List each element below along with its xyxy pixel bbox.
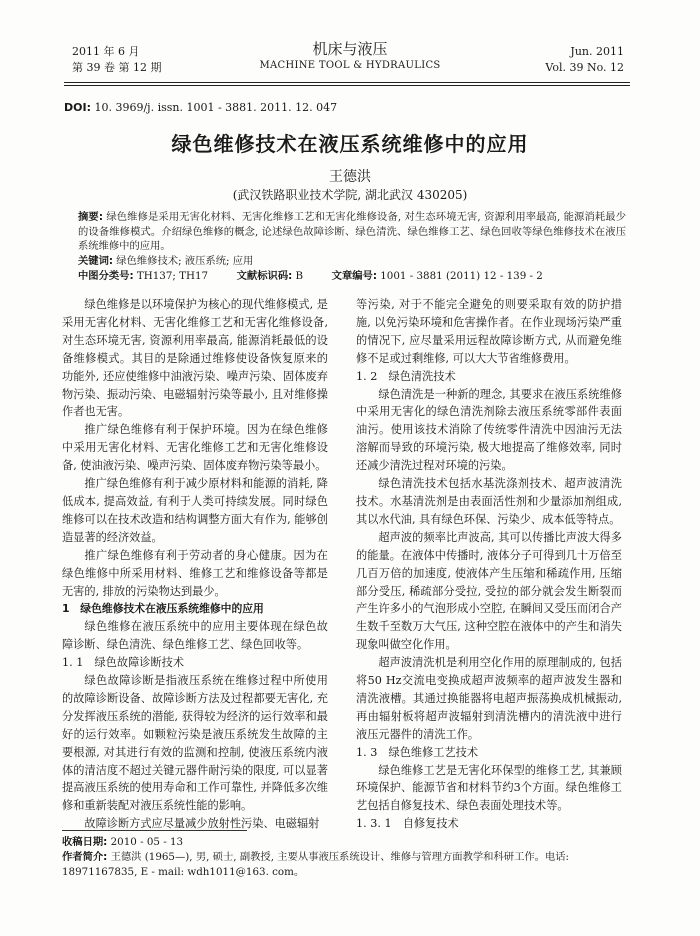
header-right <box>545 44 624 76</box>
article-number-value: 1001 - 3881 (2011) 12 - 139 - 2 <box>376 270 543 282</box>
author-name: 王德洪 <box>329 169 371 185</box>
clc-value: TH137; TH17 <box>133 270 209 282</box>
section-1-3-paragraph: 绿色维修工艺是无害化环保型的维修工艺, 其兼顾环境保护、能源节省和材料节约3个方面。绿色维修工艺包括自修复技术、绿色表面处理技术等。 <box>356 763 622 813</box>
footnote-rule <box>62 830 247 831</box>
volume-en: Vol. 39 No. 12 <box>545 61 624 74</box>
intro-paragraph: 绿色维修是以环境保护为核心的现代维修模式, 是采用无害化材料、无害化维修工艺和无害化维修设备, 对生态环境无害, 资源利用率最高, 能源消耗最低的设备维修模式。其目的是除通过维修使设备恢复原来的功能外, 还应使维修中油液污染、噪声污染、固体废弃物污染、振动污染、电磁辐射污染等最小, 且对维修操作者也无害。 <box>62 298 328 419</box>
keywords-text: 绿色维修技术; 液压系统; 应用 <box>113 255 254 267</box>
section-1-2-paragraph: 绿色清洗是一种新的理念, 其要求在液压系统维修中采用无害化的绿色清洗剂除去液压系统零部件表面油污。使用该技术消除了传统零件清洗中因油污无法溶解而导致的环境污染, 极大地提高了维修效率, 同时还减少清洗过程对环境的污染。 <box>356 387 622 473</box>
header-rule-thin <box>64 85 630 86</box>
volume-cn: 第 39 卷 第 12 期 <box>72 61 162 74</box>
doi-value: 10. 3969/j. issn. 1001 - 3881. 2011. 12. 047 <box>90 101 338 114</box>
bio-label: 作者简介: <box>62 851 108 863</box>
classification-line <box>78 269 626 283</box>
body-left-column <box>62 296 328 833</box>
abstract <box>78 210 626 254</box>
journal-name-cn: 机床与液压 <box>312 40 388 58</box>
received-value: 2010 - 05 - 13 <box>107 836 184 848</box>
bio-value: 王德洪 (1965—), 男, 硕士, 副教授, 主要从事液压系统设计、维修与管理方面教学和科研工作。电话: 18971167835, E - mail: wdh1011@163. com。 <box>62 851 570 878</box>
received-label: 收稿日期: <box>62 836 108 848</box>
author-affiliation: (武汉铁路职业技术学院, 湖北武汉 430205) <box>232 188 468 202</box>
section-1-1-paragraph: 绿色故障诊断是指液压系统在维修过程中所使用的故障诊断设备、故障诊断方法及过程都要无害化, 充分发挥液压系统的潜能, 获得较为经济的运行效率和最好的运行效率。如颗粒污染是液压系统发生故障的主要根源, 对其进行有效的监测和控制, 使液压系统内液体的清洁度不超过关键元器件耐污染的限度, 可以显著提高液压系统的使用寿命和工作可靠性, 并降低多次维修和重新装配对液压系统性能的影响。 <box>62 674 328 813</box>
journal-name-en: MACHINE TOOL & HYDRAULICS <box>259 60 441 71</box>
issue-date-en: Jun. 2011 <box>570 45 624 58</box>
continued-paragraph: 等污染, 对于不能完全避免的则要采取有效的防护措施, 以免污染环境和危害操作者。在作业现场污染严重的情况下, 应尽量采用远程故障诊断方式, 从而避免维修不足或过剩维修, 可以大大节省维修费用。 <box>356 298 622 365</box>
received-date <box>62 835 640 850</box>
article-number-label: 文章编号: <box>331 270 377 282</box>
doc-code-label: 文献标识码: <box>236 270 293 282</box>
footnote <box>62 835 640 880</box>
intro-paragraph: 推广绿色维修有利于保护环境。因为在绿色维修中采用无害化材料、无害化维修工艺和无害化维修设备, 使油液污染、噪声污染、固体废弃物污染等最小。 <box>62 423 328 473</box>
section-1-3-1-heading: 1. 3. 1 自修复技术 <box>356 817 459 831</box>
doi-label: DOI: <box>64 101 91 114</box>
abstract-text: 绿色维修是采用无害化材料、无害化维修工艺和无害化维修设备, 对生态环境无害, 资源利用率最高, 能源消耗最少的设备维修模式。介绍绿色维修的概念, 论述绿色故障诊断、绿色清洗、绿色维修工艺、绿色回收等绿色维修技术在液压系统维修中的应用。 <box>78 211 626 252</box>
keywords <box>78 254 626 268</box>
section-1-heading: 1 绿色维修技术在液压系统维修中的应用 <box>62 602 264 616</box>
doi-line <box>64 101 337 114</box>
intro-paragraph: 推广绿色维修有利于劳动者的身心健康。因为在绿色维修中所采用材料、维修工艺和维修设备等都是无害的, 排放的污染物达到最少。 <box>62 548 328 598</box>
section-1-2-paragraph: 超声波清洗机是利用空化作用的原理制成的, 包括将50 Hz交流电变换成超声波频率的超声波发生器和清洗液槽。其通过换能器将电超声振荡换成机械振动, 再由辐射板将超声波辐射到清洗槽内的清洗液中进行液压元器件的清洗工作。 <box>356 656 622 741</box>
section-1-3-heading: 1. 3 绿色维修工艺技术 <box>356 745 479 759</box>
issue-date-cn: 2011 年 6 月 <box>72 45 140 58</box>
body-right-column <box>356 296 622 833</box>
section-1-2-paragraph: 绿色清洗技术包括水基洗涤剂技术、超声波清洗技术。水基清洗剂是由表面活性剂和少量添加剂组成, 其以水代油, 具有绿色环保、污染少、成本低等特点。 <box>356 477 622 526</box>
section-1-1-heading: 1. 1 绿色故障诊断技术 <box>62 656 185 670</box>
article-title: 绿色维修技术在液压系统维修中的应用 <box>171 132 529 156</box>
intro-paragraph: 推广绿色维修有利于减少原材料和能源的消耗, 降低成本, 提高效益, 有利于人类可持续发展。同时绿色维修可以在技术改造和结构调整方面大有作为, 能够创造显著的经济效益。 <box>62 477 328 544</box>
abstract-label: 摘要: <box>78 211 103 223</box>
header-rule-thick <box>64 82 630 83</box>
clc-label: 中图分类号: <box>78 270 134 282</box>
section-1-1-paragraph: 故障诊断方式应尽量减少放射性污染、电磁辐射 <box>84 817 320 831</box>
section-1-intro: 绿色维修在液压系统中的应用主要体现在绿色故障诊断、绿色清洗、绿色维修工艺、绿色回收等。 <box>62 620 328 652</box>
doc-code-value: B <box>292 270 304 282</box>
author-bio <box>62 850 640 880</box>
section-1-2-paragraph: 超声波的频率比声波高, 其可以传播比声波大得多的能量。在液体中传播时, 液体分子可得到几十万倍至几百万倍的加速度, 使液体产生压缩和稀疏作用, 压缩部分受压, 稀疏部分受拉, 受拉的部分就会发生断裂而产生许多小的气泡形成小空腔, 在瞬间又受压而闭合产生数千至数万大气压, 这种空腔在液体中的产生和消失现象叫做空化作用。 <box>356 530 622 652</box>
section-1-2-heading: 1. 2 绿色清洗技术 <box>356 369 456 383</box>
keywords-label: 关键词: <box>78 255 114 267</box>
